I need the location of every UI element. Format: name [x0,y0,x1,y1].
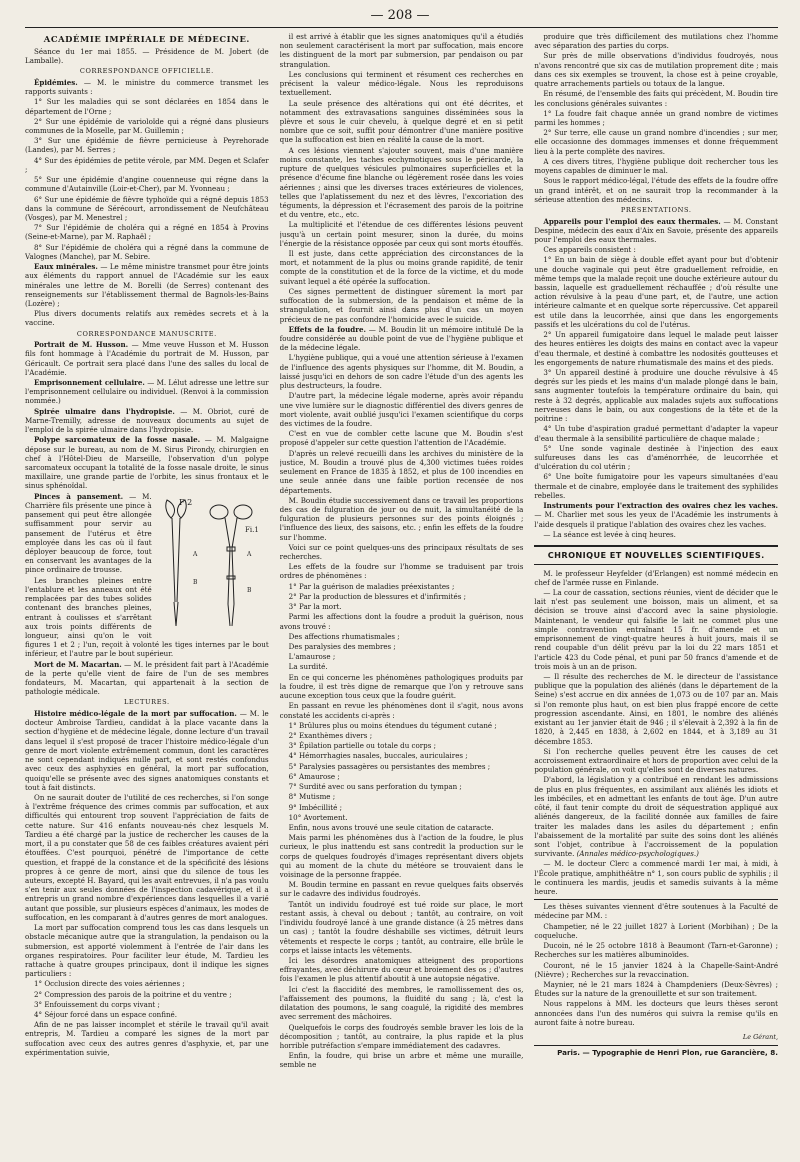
group-item: 1° Occlusion directe des voies aériennes ; [34,979,185,989]
figure-label: Fi.1 [244,525,259,534]
instruments-lead: Instruments pour l'extraction des ovaires chez les vaches. [543,501,779,511]
epidemic-item: 3° Sur une épidémie de fièvre pernicieuse à Peyrehorade (Landes), par M. Serres ; [25,136,269,155]
mineral-waters-text: — Le même ministre transmet pour être joints aux éléments du rapport annuel de l'Académie sur les eaux minérales une lettre de M. Borelli (de Serres) contenant des renseignements sur l'établissement thermal de Bagnols-les-Bains (Lozère) ; [25,262,269,308]
body-paragraph: produire que très difficilement des mutilations chez l'homme avec séparation des parties du corps. [534,32,779,51]
body-paragraph: Parmi les affections dont la foudre a produit la guérison, nous avons trouvé : [279,612,524,631]
conclusion-item: 1° La foudre fait chaque année un grand nombre de victimes parmi les hommes ; [534,108,779,127]
suffocation-text: — M. le docteur Ambroise Tardieu, candidat à la place vacante dans la section d'hygiène et de médecine légale, donne lecture d'un travail dans lequel il s'est proposé de tracer l'histoire médico-légale d'un genre de mort violente extrêmement commun, dont les caractères ne sont cependant indiqués nulle part, et sont restés confondus avec ceux des asphyxies en général, la mort par suffocation, quoiqu'elle se présente avec des signes anatomiques constants et tout à fait distincts. [25,709,269,792]
portrait-paragraph [25,340,269,377]
news-paragraph: — M. le docteur Clerc a commencé mardi 1er mai, à midi, à l'École pratique, amphithéâtre n° 1, son cours public de syphilis ; il le continuera les mardis, jeudis et samedis suivants à la même heure. [534,859,779,897]
news-paragraph: — Il résulte des recherches de M. le directeur de l'assistance publique que la population des aliénés (dans le département de la Seine) s'est accrue en dix années de 1,073 ou de 107 par an. Mais si l'on remonte plus haut, on est bien plus frappé encore de cette progression ascendante. Ainsi, en 1801, le nombre des aliénés existant au 1er janvier était de 946 ; il s'élevait à 2,392 à la fin de 1820, à 2,445 en 1838, à 2,602 en 1844, et à 3,189 au 31 décembre 1853. [534,672,779,746]
accident-item: 2° Exanthèmes divers ; [288,730,373,740]
readings-heading: LECTURES. [123,698,170,707]
body-paragraph: D'autre part, la médecine légale moderne, après avoir répandu une vive lumière sur le diagnostic différentiel des divers genres de mort violente, avait oublié jusqu'ici l'examen scientifique du corps des victimes de la foudre. [279,391,524,428]
body-paragraph: Ici c'est la flaccidité des membres, le ramollissement des os, l'affaissement des poumons, la fluidité du sang ; là, c'est la dilatation des poumons, le sang coagulé, la rigidité des membres avec serrement des mâchoires. [279,984,524,1022]
accident-item: 9° Imbécillité ; [288,802,342,812]
accident-item: 7° Surdité avec ou sans perforation du tympan ; [288,782,462,792]
forceps-figure [157,492,269,630]
academy-title: ACADÉMIE IMPÉRIALE DE MÉDECINE. [43,34,250,44]
news-paragraph: — La cour de cassation, sections réunies, vient de décider que le lait n'est pas seulement une boisson, mais un aliment, et sa décision se trouve ainsi d'accord avec la saine physiologie. Maintenant, le vendeur qui falsifie le lait ne commet plus une simple contravention entraînant 15 fr. d'amende et un emprisonnement de vingt-quatre heures à huit jours, mais il se rend coupable d'un délit prévu par la loi du 22 mars 1851 et l'article 423 du Code pénal, et puni par 50 francs d'amende et de trois mois à un an de prison. [534,588,779,671]
reminder-paragraph: Nous rappelons à MM. les docteurs que leurs thèses seront annoncées dans l'un des numéros qui suivra la remise qu'ils en auront faite à notre bureau. [534,999,779,1027]
cured-item: Des paralysies des membres ; [288,642,396,651]
dressing-forceps-paragraph-2: Les branches pleines entre l'entablure et les anneaux ont été remplacées par des tubes solides contenant des branches pleines, entrant à coulisses et s'arrêtant aux trois points différents de longueur, ainsi qu'on le voit figures 1 et 2 ; l'un, reçoit à volonté les tiges internes par le bout inférieur, et l'autre par le bout supérieur. [25,575,269,659]
column-1 [25,32,269,1142]
lightning-lead: Effets de la foudre. [288,324,366,334]
spiraea-text: — M. Obriot, curé de Marne-Tremilly, adresse de nouveaux documents au sujet de l'emploi de la spirée ulmaire dans l'hydropisie. [25,406,269,435]
epidemic-item: 8° Sur l'épidémie de choléra qui a régné dans la commune de Valognes (Manche), par M. Sebire. [25,242,269,261]
vaccine-paragraph: Plus divers documents relatifs aux remèdes secrets et à la vaccine. [25,309,269,328]
accident-item: 10° Avortement. [288,812,348,822]
body-paragraph: Ici les désordres anatomiques atteignent des proportions effrayantes, avec déchirure du cœur et broiement des os ; d'autres fois l'examen le plus attentif aboutit à une autopsie négative. [279,956,524,984]
accident-item: 6° Amaurose ; [288,771,340,781]
apparatus-item: 5° Une sonde vaginale destinée à l'injection des eaux sulfureuses dans les cas d'aménorrhée, de leucorrhée et d'ulcération du col utérin ; [534,443,779,472]
news-source: (Annales médico-psychologiques.) [576,849,699,859]
thesis-item: Champetier, né le 22 juillet 1827 à Lorient (Morbihan) ; De la coqueluche. [534,921,779,940]
accident-item: 3° Épilation partielle ou totale du corps ; [288,741,436,751]
death-lead: Mort de M. Macartan. [34,659,122,669]
body-paragraph: Les conclusions qui terminent et résument ces recherches en précisent la valeur médico-légale. Nous les reproduisons textuellement. [279,69,524,98]
manager-signature: Le Gérant, [742,1033,779,1042]
cured-item: L'amaurose ; [288,652,336,662]
body-paragraph: Les effets de la foudre sur l'homme se traduisent par trois ordres de phénomènes : [279,562,524,581]
thesis-item: Couront, né le 15 janvier 1824 à la Chapelle-Saint-André (Nièvre) ; Recherches sur la revaccination. [534,960,779,979]
mineral-waters-lead: Eaux minérales. [34,262,98,272]
spiraea-lead: Spirée ulmaire dans l'hydropisie. [34,406,175,416]
body-paragraph: La multiplicité et l'étendue de ces différentes lésions peuvent jusqu'à un certain point mesurer, sinon la durée, du moins l'énergie de la résistance opposée par ceux qui sont morts étouffés. [279,220,524,248]
polyp-paragraph [25,435,269,490]
cured-item: La surdité. [288,662,328,672]
official-correspondence-heading: CORRESPONDANCE OFFICIELLE. [79,67,214,76]
imprisonment-lead: Emprisonnement cellulaire. [34,378,145,388]
epidemics-lead: Épidémies. [34,77,78,87]
apparatus-lead: Appareils pour l'emploi des eaux thermales. [543,216,721,226]
epidemic-item: 7° Sur l'épidémie de choléra qui a régné en 1854 à Provins (Seine-et-Marne), par M. Raphaël ; [25,223,269,242]
column-3 [534,32,778,1142]
death-paragraph [25,660,269,697]
apparatus-text: — M. Constant Despine, médecin des eaux d'Aix en Savoie, présente des appareils pour l'emploi des eaux thermales. [534,216,779,244]
figure-label: A [192,550,198,558]
apparatus-item: 2° Un appareil fumigatoire dans lequel le malade peut laisser des heures entières les doigts des mains en contact avec la vapeur d'eau thermale, et destiné à combattre les nodosités goutteuses et les engorgements de nature rhumatismale des mains et des pieds. [534,330,779,367]
instruments-paragraph [534,501,778,529]
dressing-forceps-text: — M. Charrière fils présente une pince à pansement qui peut être allongée suffisamment pour servir au pansement de l'utérus et être employée dans les cas où il faut déployer beaucoup de force, tout en conservant les avantages de la pince ordinaire de trousse. [25,491,152,575]
header-rule [25,27,778,28]
polyp-lead: Polype sarcomateux de la fosse nasale. [34,435,201,445]
conclusion-item: 2° Sur terre, elle cause un grand nombre d'incendies ; sur mer, elle occasionne des dommages immenses et donne fréquemment lieu à la perte complète des navires. [534,128,779,156]
body-paragraph: Quelquefois le corps des foudroyés semble braver les lois de la décomposition ; tantôt, au contraire, la plus rapide et la plus horrible putréfaction s'empare immédiatement des cadavres. [279,1022,524,1050]
body-paragraph: Sous le rapport médico-légal, l'étude des effets de la foudre offre un grand intérêt, et on ne saurait trop la recommander à la sérieuse attention des médecins. [534,176,779,204]
lightning-paragraph [280,325,524,353]
body-paragraph: C'est en vue de combler cette lacune que M. Boudin s'est proposé d'appeler sur cette question l'attention de l'Académie. [279,429,524,448]
body-paragraph: Il est juste, dans cette appréciation des circonstances de la mort, et notamment de la plus ou moins grande rapidité, de tenir compte de la constitution et de la force de la victime, et du mode suivant lequel a été opérée la suffocation. [279,249,524,286]
news-paragraph [534,775,778,858]
epidemic-item: 5° Sur une épidémie d'angine couenneuse qui régne dans la commune d'Autainville (Loir-et-Cher), par M. Yvonneau ; [25,175,269,194]
epidemic-item: 6° Sur une épidémie de fièvre typhoïde qui a régné depuis 1853 dans la commune de Sérécourt, arrondissement de Neufchâteau (Vosges), par M. Menestrel ; [25,194,269,222]
body-paragraph: A ces lésions viennent s'ajouter souvent, mais d'une manière moins constante, les taches ecchymotiques sous le péricarde, la rupture de quelques vésicules pulmonaires superficielles et la présence d'écume fine blanche ou légèrement rosée dans les voies aériennes ; ainsi que les diverses traces extérieures de violences, telles que l'aplatissement du nez et des lèvres, l'excoriation des téguments, la dépression et l'écrasement des parois de la poitrine et du ventre, etc., etc. [279,145,524,220]
body-paragraph: Tantôt un individu foudroyé est tué roide sur place, le mort restant assis, à cheval ou debout ; tantôt, au contraire, on voit l'individu foudroyé lancé à une grande distance (à 25 mètres dans un cas) ; tantôt la foudre déshabille ses victimes, détruit leurs vêtements et respecte le corps ; tantôt, au contraire, elle brûle le corps et laisse intacts les vêtements. [279,899,524,955]
body-paragraph: Mais parmi les phénomènes dus à l'action de la foudre, le plus curieux, le plus inattendu est sans contredit la production sur le corps de quelques foudroyés d'images représentant divers objets qui au moment de la chute du météore se trouvaient dans le voisinage de la personne frappée. [279,833,524,880]
body-paragraph: L'hygiène publique, qui a voué une attention sérieuse à l'examen de l'influence des agents physiques sur l'homme, dit M. Boudin, a laissé jusqu'ici en dehors de son cadre l'étude d'un des agents les plus destructeurs, la foudre. [279,353,524,391]
body-paragraph: il est arrivé à établir que les signes anatomiques qu'il a étudiés non seulement caractérisent la mort par suffocation, mais encore les distinguent de la mort par submersion, par pendaison ou par strangulation. [279,32,524,69]
manuscript-correspondence-heading: CORRESPONDANCE MANUSCRITE. [76,329,217,338]
news-text: D'abord, la législation y a contribué en rendant les admissions de plus en plus fréquentes, en assimilant aux aliénés les idiots et les imbéciles, et en admettant les enfants de tout âge. D'un autre côté, il faut tenir compte du droit de séquestration appliqué aux aliénés dangereux, de la facilité donnée aux familles de faire traiter les malades dans les asiles du département ; enfin l'abaissement de la mortalité par suite des soins dont les aliénés sont l'objet, contribue à l'accroissement de la population survivante. [534,775,779,859]
epidemics-paragraph [25,78,269,96]
lightning-text: — M. Boudin lit un mémoire intitulé De la foudre considérée au double point de vue de l'hygiène publique et de la médecine légale. [279,324,524,353]
thesis-item: Ducoin, né le 25 octobre 1818 à Beaumont (Tarn-et-Garonne) ; Recherches sur les matières albuminoïdes. [534,941,779,960]
theses-intro: Les thèses suivantes viennent d'être soutenues à la Faculté de médecine par MM. : [534,902,779,921]
accident-item: 8° Mutisme ; [288,792,336,802]
spiraea-paragraph [25,407,269,435]
body-paragraph: D'après un relevé recueilli dans les archives du ministère de la justice, M. Boudin a trouvé plus de 4,300 victimes tuées roides seulement en France de 1835 à 1852, et plus de 100 incendies en une seule année dans une faible portion recensée de nos départements. [279,448,524,495]
body-paragraph: Ces appareils consistent : [543,245,636,255]
suffocation-paragraph [25,709,269,792]
figure-label: B [246,586,252,594]
news-paragraph: M. le professeur Heyfelder (d'Erlangen) est nommé médecin en chef de l'armée russe en Finlande. [534,568,779,587]
portrait-text: — Mme veuve Husson et M. Husson fils font hommage à l'Académie du portrait de M. Husson, par Géricault. Ce portrait sera placé dans l'une des salles du local de l'Académie. [25,340,269,377]
thesis-item: Maynier, né le 21 mars 1824 à Champdeniers (Deux-Sèvres) ; Études sur la nature de la grenouillette et sur son traitement. [534,980,779,999]
body-paragraph: Sur près de mille observations d'individus foudroyés, nous n'avons rencontré que six cas de mutilation proprement dite ; mais dans ces six exemples se trouvent, la chose est à peine croyable, quatre arrachements partiels ou totaux de la langue. [534,51,779,89]
chronicle-heading: CHRONIQUE ET NOUVELLES SCIENTIFIQUES. [534,545,778,565]
portrait-lead: Portrait de M. Husson. [34,340,129,350]
body-paragraph: La seule présence des altérations qui ont été décrites, et notamment des extravasations sanguines disséminées sous la plèvre et sous le cuir chevelu, à quelque degré et en si petit nombre que ce soit, suffit pour démontrer d'une manière positive que la suffocation est bien en réalité la cause de la mort. [279,98,524,145]
death-text: — M. le président fait part à l'Académie de la perte qu'elle vient de faire de l'un de ses membres fondateurs, M. Macartan, qui appartenait à la section de pathologie médicale. [25,659,269,697]
column-2 [280,32,524,1142]
body-paragraph: La mort par suffocation comprend tous les cas dans lesquels un obstacle mécanique autre que la strangulation, la pendaison ou la submersion, est apporté violemment à l'entrée de l'air dans les organes respiratoires. Pour faciliter leur étude, M. Tardieu les rattache à quatre groupes principaux, dont il indique les signes particuliers : [25,923,269,979]
apparatus-item: 3° Un appareil destiné à produire une douche révulsive à 45 degrés sur les pieds et les mains d'un malade plongé dans le bain, sans augmenter toutefois la température ordinaire du bain, qui reste à 32 degrés, applicable aux malades sujets aux suffocations nerveuses dans le bain, ou aux congestions de la tête et de la poitrine : [534,368,779,424]
body-paragraph: Ces signes permettent de distinguer sûrement la mort par suffocation de la submersion, de la pendaison et même de la strangulation, et fournit ainsi dans plus d'un cas un moyen précieux de ne pas confondre l'homicide avec le suicide. [279,286,524,324]
group-item: 4° Séjour forcé dans un espace confiné. [34,1010,177,1020]
epidemic-item: 2° Sur une épidémie de varioloïde qui a régné dans plusieurs communes de la Moselle, par M. Guillemin ; [25,116,269,136]
epidemic-item: 1° Sur les maladies qui se sont déclarées en 1854 dans le département de l'Orne ; [25,97,269,116]
forceps-illustration [157,492,269,630]
polyp-text: — M. Malgaigne dépose sur le bureau, au nom de M. Sirus Pirondy, chirurgien en chef à l'Hôtel-Dieu de Marseille, l'observation d'un polype sarcomateux occupant la totalité de la fosse nasale droite, le sinus maxillaire, une grande partie de l'orbite, les sinus frontaux et le sinus sphénoïdal. [25,435,269,491]
body-paragraph: On ne saurait douter de l'utilité de ces recherches, si l'on songe à l'extrême fréquence des crimes commis par suffocation, et aux difficultés qui entourent trop souvent l'appréciation de faits de cette nature. Sur 416 enfants nouveau-nés chez lesquels M. Tardieu a été chargé par la justice de rechercher les causes de la mort, il a pu constater que 58 de ces faibles créatures avaient péri étouffées. C'est pourquoi, pénétré de l'importance de cette question, et frappé de la constance et de la spécificité des lésions propres à ce genre de mort, ainsi que du silence de tous les auteurs, excepté H. Bayard, qui les avait entrevues, il n'a pas voulu s'en tenir aux seules données de l'inspection cadavérique, et il a entrepris un grand nombre d'expériences dans lesquelles il a varié autant que possible, sur plusieurs espèces d'animaux, les modes de suffocation, en les comparant à d'autres genres de mort analogues. [25,793,269,922]
body-paragraph: En passant en revue les phénomènes dont il s'agit, nous avons constaté les accidents ci-après : [279,701,524,720]
apparatus-item: 1° En un bain de siège à double effet ayant pour but d'obtenir une douche vaginale qui peut être graduellement refroidie, en même temps que la malade reçoit une douche extérieure autour du bassin, laquelle est graduellement réchauffée ; d'où résulte une action révulsive à la peau d'une part, et, de l'autre, une action intérieure calmante et en quelque sorte répercussive. Cet appareil est utile dans la leucorrhée, ainsi que dans les engorgements passifs et les ulcérations du col de l'utérus. [534,255,779,329]
printer-line: Paris. — Typographie de Henri Plon, rue Garancière, 8. [557,1047,779,1057]
separator [534,899,778,900]
body-paragraph: Enfin, nous avons trouvé une seule citation de cataracte. [288,822,494,832]
order-item: 1° Par la guérison de maladies préexistantes ; [288,581,455,591]
body-paragraph: En résumé, de l'ensemble des faits qui précèdent, M. Boudin tire les conclusions générales suivantes : [534,89,779,108]
accident-item: 5° Paralysies passagères ou persistantes des membres ; [288,761,491,771]
figure-label: F 2 [178,497,192,507]
epidemic-item: 4° Sur des épidémies de petite vérole, par MM. Degen et Sclafer ; [25,155,269,174]
page-number: — 208 — [370,8,430,23]
dressing-forceps-lead: Pinces à pansement. [34,491,124,501]
apparatus-item: 6° Une boîte fumigatoire pour les vapeurs simultanées d'eau thermale et de cinabre, employée dans le traitement des syphilides rebelles. [534,472,779,500]
accident-item: 4° Hémorrhagies nasales, buccales, auriculaires ; [288,751,468,761]
cured-item: Des affections rhumatismales ; [288,631,400,641]
imprisonment-text: — M. Lélut adresse une lettre sur l'emprisonnement cellulaire ou individuel. (Renvoi à la commission nommée.) [25,378,269,406]
order-item: 2° Par la production de blessures et d'infirmités ; [288,591,466,601]
instruments-text: — M. Charlier met sous les yeux de l'Académie les instruments à l'aide desquels il pratique l'ablation des ovaires chez les vaches. [534,510,779,529]
body-paragraph: Enfin, la foudre, qui brise un arbre et même une muraille, semble ne [279,1051,524,1070]
figure-label: A [246,550,252,558]
apparatus-item: 4° Un tube d'aspiration gradué permettant d'adapter la vapeur d'eau thermale à la sensibilité particulière de chaque malade ; [534,424,779,443]
imprisonment-paragraph [25,378,269,406]
epidemics-text: — M. le ministre du commerce transmet les rapports suivants : [25,77,269,97]
body-paragraph: A ces divers titres, l'hygiène publique doit rechercher tous les moyens capables de diminuer le mal. [534,156,779,176]
presentations-heading: PRÉSENTATIONS. [620,205,692,214]
suffocation-lead: Histoire médico-légale de la mort par suffocation. [34,709,237,719]
footer-rule [534,1045,778,1046]
body-paragraph: Voici sur ce point quelques-uns des principaux résultats de ses recherches. [279,542,524,562]
body-paragraph: M. Boudin termine en passant en revue quelques faits observés sur le cadavre des individus foudroyés. [279,880,524,899]
apparatus-paragraph [534,217,778,245]
body-paragraph: En ce qui concerne les phénomènes pathologiques produits par la foudre, il est très digne de remarque que l'on y retrouve sans aucune exception tous ceux que la foudre guérit. [279,672,524,701]
news-paragraph: Si l'on recherche quelles peuvent être les causes de cet accroissement extraordinaire et hors de proportion avec celui de la population générale, on voit qu'elles sont de diverses natures. [534,746,779,775]
mineral-waters-paragraph [25,262,269,308]
figure-label: B [192,578,198,586]
group-item: 2° Compression des parois de la poitrine et du ventre ; [34,989,232,999]
session-line: Séance du 1er mai 1855. — Présidence de M. Jobert (de Lamballe). [25,46,269,66]
session-closing: — La séance est levée à cinq heures. [543,529,676,539]
order-item: 3° Par la mort. [288,602,342,612]
accident-item: 1° Brûlures plus ou moins étendues du tégument cutané ; [288,720,497,730]
body-paragraph: M. Boudin étudie successivement dans ce travail les proportions des cas de fulguration de jour ou de nuit, la simultanéité de la fulguration de plusieurs personnes sur des points éloignés ; l'influence des lieux, des saisons, etc. ; enfin les effets de la foudre sur l'homme. [279,495,524,542]
columns [25,32,778,1142]
group-item: 3° Enfouissement du corps vivant ; [34,999,160,1009]
body-paragraph: Afin de ne pas laisser incomplet et stérile le travail qu'il avait entrepris, M. Tardieu a comparé les signes de la mort par suffocation avec ceux des autres genres d'asphyxie, et, par une expérimentation suivie, [25,1020,269,1057]
